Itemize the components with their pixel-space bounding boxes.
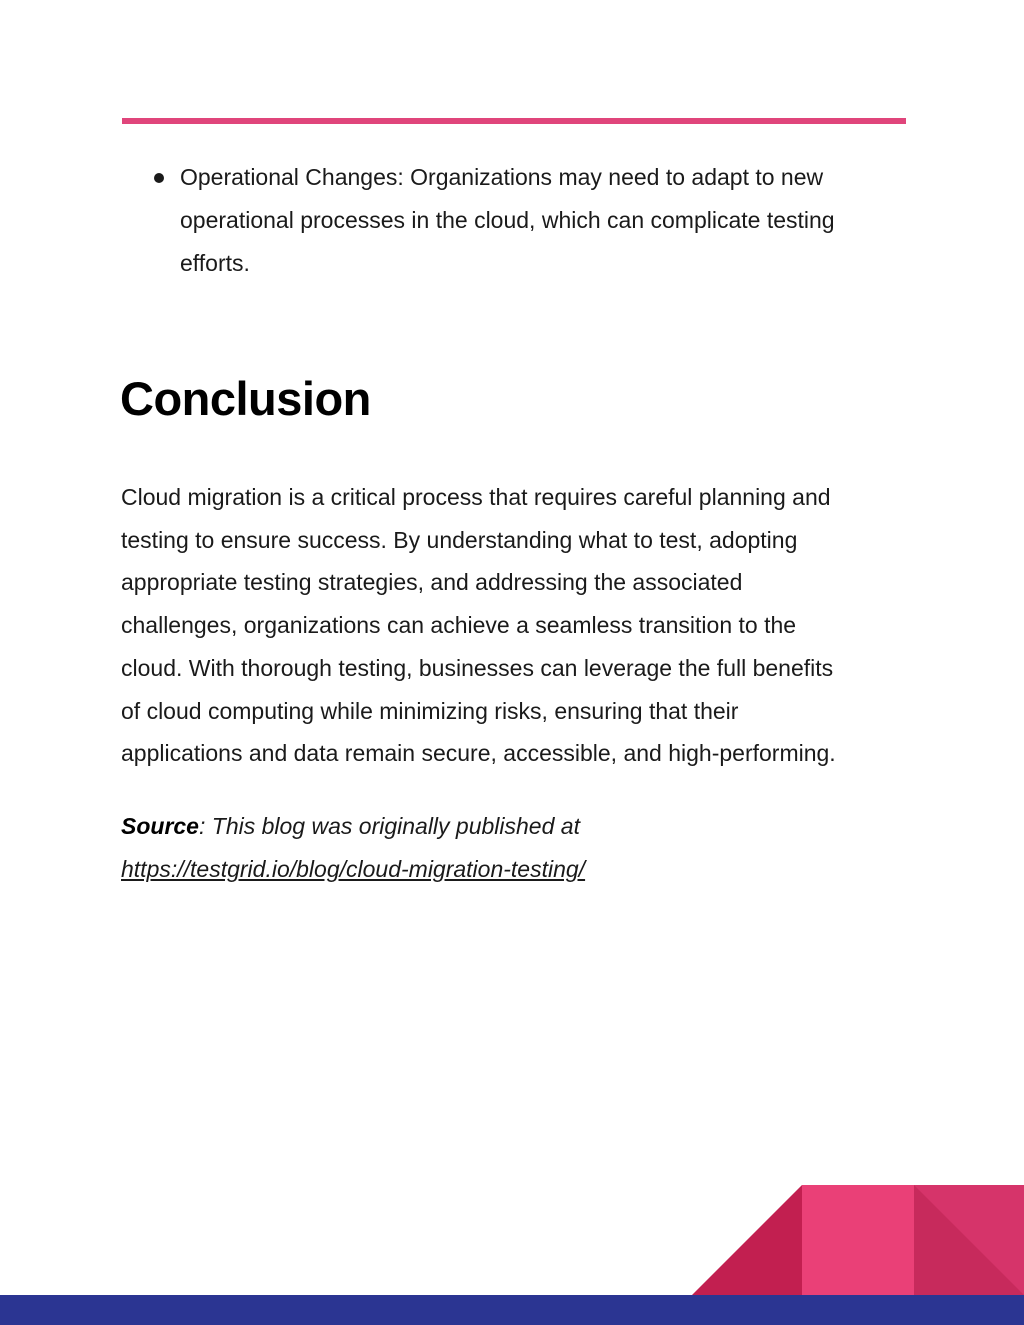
paragraph-line: applications and data remain secure, accessible, and high-performing. bbox=[121, 740, 836, 767]
bullet-list bbox=[122, 156, 906, 285]
paragraph-line: testing to ensure success. By understanding what to test, adopting bbox=[121, 526, 798, 553]
source-link[interactable]: https://testgrid.io/blog/cloud-migration-testing/ bbox=[121, 856, 586, 882]
top-accent-rule bbox=[122, 118, 906, 124]
conclusion-paragraph bbox=[121, 476, 921, 775]
footer-pink-square bbox=[802, 1185, 914, 1295]
bullet-line-3: efforts. bbox=[180, 250, 250, 276]
source-attribution bbox=[121, 805, 921, 891]
paragraph-line: challenges, organizations can achieve a seamless transition to the bbox=[121, 612, 797, 639]
footer-decoration bbox=[0, 1185, 1024, 1325]
paragraph-line: of cloud computing while minimizing risks, ensuring that their bbox=[121, 697, 739, 724]
bullet-dot-icon bbox=[154, 173, 164, 183]
bullet-item-operational-changes bbox=[122, 156, 906, 285]
conclusion-heading: Conclusion bbox=[120, 372, 371, 425]
paragraph-line: appropriate testing strategies, and addressing the associated bbox=[121, 569, 743, 596]
source-label: Source bbox=[121, 813, 199, 839]
footer-pink-dark-triangle bbox=[692, 1185, 802, 1295]
bullet-line-1: Operational Changes: Organizations may need to adapt to new bbox=[180, 164, 824, 190]
bullet-line-2: operational processes in the cloud, which can complicate testing bbox=[180, 207, 835, 233]
footer-navy-band bbox=[0, 1295, 1024, 1325]
paragraph-line: cloud. With thorough testing, businesses can leverage the full benefits bbox=[121, 654, 834, 681]
paragraph-line: Cloud migration is a critical process that requires careful planning and bbox=[121, 484, 831, 510]
source-text: : This blog was originally published at bbox=[198, 813, 580, 839]
